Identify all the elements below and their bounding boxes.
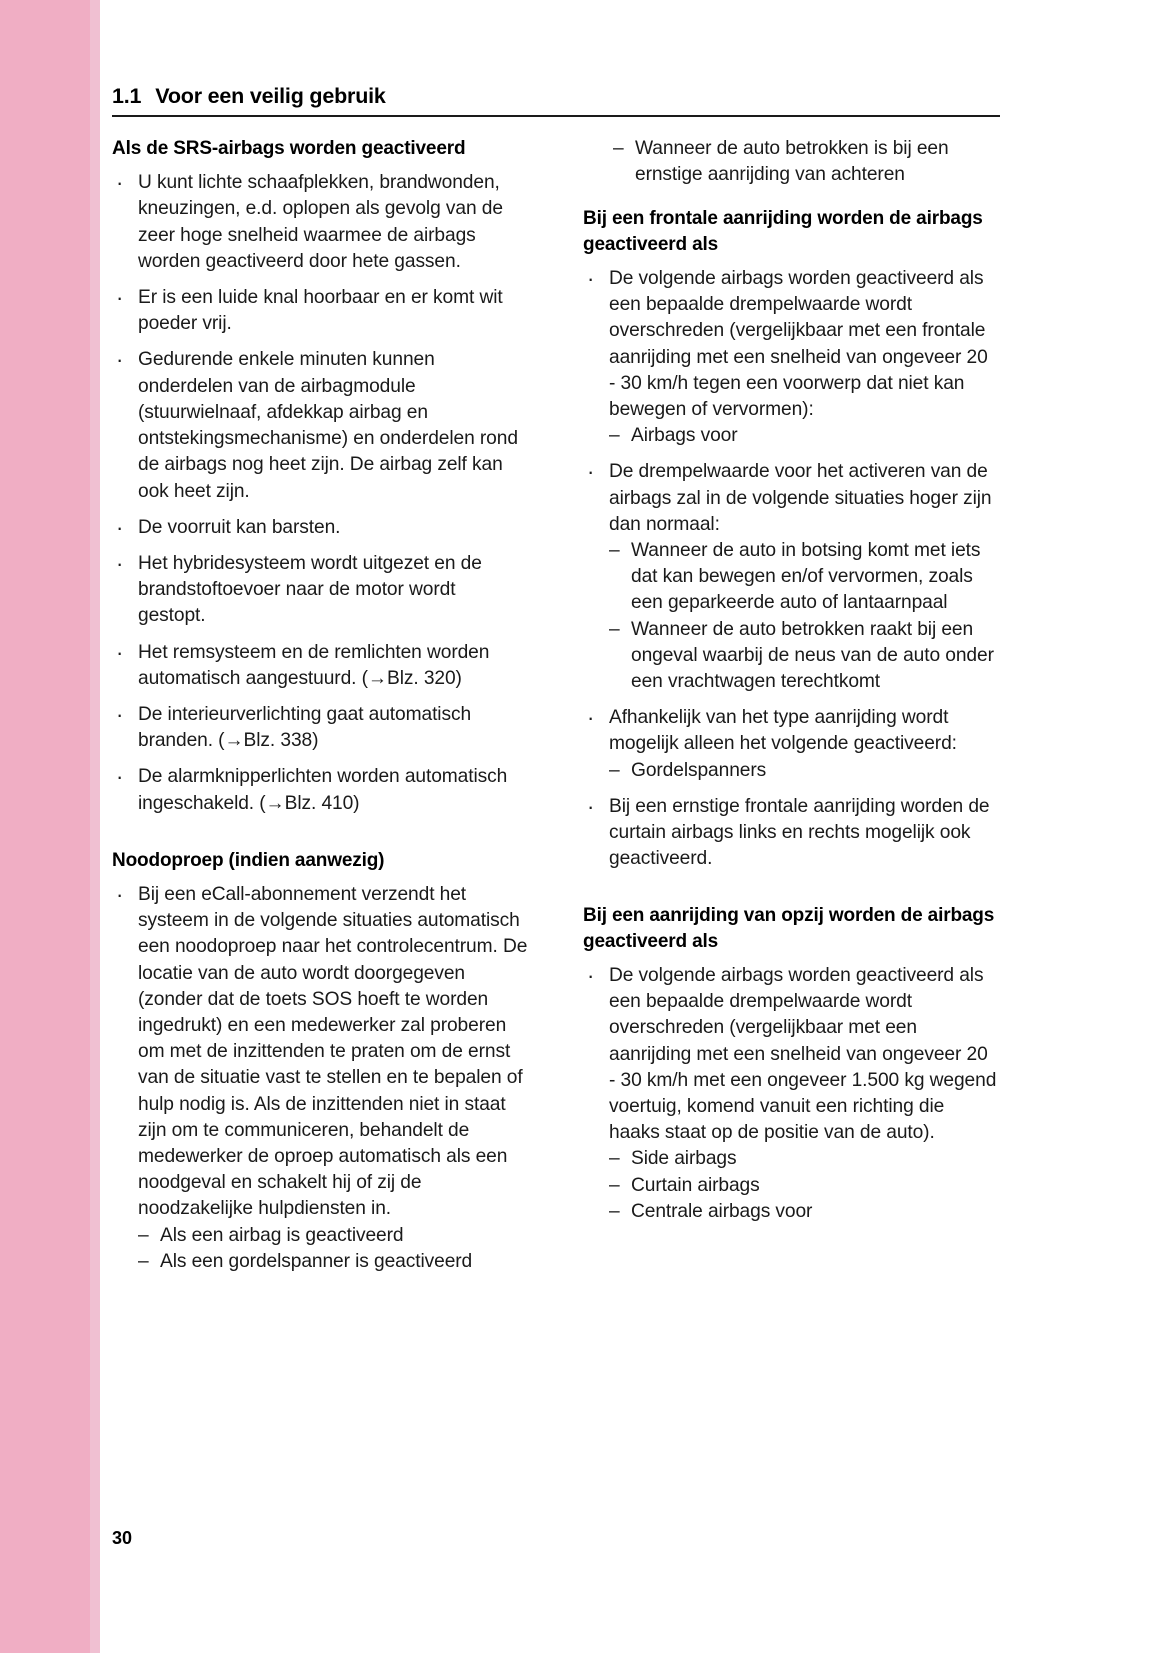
list-item-text: De volgende airbags worden geactiveerd als een bepaalde drempelwaarde wordt overschreden (vergelijkbaar met een frontale aanrijding met een snelheid van ongeveer 20 - 30 km/h tegen een voorwerp dat niet kan bewegen of vervormen):: [609, 267, 988, 420]
sub-list-item: – Wanneer de auto betrokken is bij een ernstige aanrijding van achteren: [613, 136, 999, 188]
list-item: · De interieurverlichting gaat automatisch branden. (→Blz. 338): [112, 702, 528, 754]
list-item-text: De drempelwaarde voor het activeren van de airbags zal in de volgende situaties hoger zijn dan normaal:: [609, 461, 992, 535]
carryover-sub-list: [583, 136, 999, 188]
list-item: · De voorruit kan barsten.: [112, 515, 528, 541]
page-edge-tab: [0, 0, 90, 1653]
list-item: · De alarmknipperlichten worden automatisch ingeschakeld. (→Blz. 410): [112, 764, 528, 816]
page-edge-tab-inner: [90, 0, 100, 1653]
list-item: · Het remsysteem en de remlichten worden automatisch aangestuurd. (→Blz. 320): [112, 640, 528, 692]
two-column-body: [112, 136, 1000, 1285]
sub-list-gordelspanners: [609, 758, 999, 784]
list-item-text: Bij een eCall-abonnement verzendt het systeem in de volgende situaties automatisch een noodoproep naar het controlecentrum. De locatie van de auto wordt doorgegeven (zonder dat de toets SOS hoeft te worden ingedrukt) en een medewerker zal proberen om met de inzittenden te praten om de ernst van de situatie vast te stellen en te bepalen of hulp nodig is. Als de inzittenden niet in staat zijn om te communiceren, behandelt de medewerker de oproep automatisch als een noodgeval en schakelt hij of zij de noodzakelijke hulpdiensten in.: [138, 884, 528, 1220]
list-item-text: Afhankelijk van het type aanrijding wordt mogelijk alleen het volgende geactiveerd:: [609, 707, 957, 755]
list-item: · Het hybridesysteem wordt uitgezet en de brandstoftoevoer naar de motor wordt gestopt.: [112, 551, 528, 630]
sub-list-side-airbags: [609, 1146, 999, 1225]
sub-list-item: – Als een airbag is geactiveerd: [138, 1223, 528, 1249]
header-rule: [112, 115, 1000, 117]
list-item: · Bij een ernstige frontale aanrijding worden de curtain airbags links en rechts mogelijk ook geactiveerd.: [583, 794, 999, 873]
list-item: [583, 705, 999, 784]
section-heading-frontale-aanrijding: Bij een frontale aanrijding worden de airbags geactiveerd als: [583, 208, 983, 255]
sub-list-item: – Wanneer de auto betrokken raakt bij een ongeval waarbij de neus van de auto onder een vrachtwagen terechtkomt: [609, 617, 999, 696]
chapter-title-text: Voor een veilig gebruik: [155, 84, 386, 108]
sub-list-noodoproep: [138, 1223, 528, 1275]
left-column: [112, 136, 528, 1285]
page-content: [112, 0, 1000, 1653]
sub-list-drempelwaarde: [609, 538, 999, 695]
right-column: [583, 136, 999, 1285]
sub-list-item: – Wanneer de auto in botsing komt met iets dat kan bewegen en/of vervormen, zoals een geparkeerde auto of lantaarnpaal: [609, 538, 999, 617]
list-item-text: De volgende airbags worden geactiveerd als een bepaalde drempelwaarde wordt overschreden (vergelijkbaar met een aanrijding met een snelheid van ongeveer 20 - 30 km/h met een ongeveer 1.500 kg wegend voertuig, komend vanuit een richting die haaks staat op de positie van de auto).: [609, 964, 997, 1144]
sub-list-airbags-voor: [609, 423, 999, 449]
section-heading-aanrijding-opzij: Bij een aanrijding van opzij worden de airbags geactiveerd als: [583, 905, 995, 952]
section-gap: [112, 827, 528, 848]
page-number: 30: [112, 1528, 133, 1548]
list-noodoproep: [112, 882, 528, 1275]
list-aanrijding-opzij: [583, 963, 999, 1225]
list-item: [583, 963, 999, 1225]
sub-list-item: – Gordelspanners: [609, 758, 999, 784]
sub-list-item: – Side airbags: [609, 1146, 999, 1172]
section-heading-srs-airbags: Als de SRS-airbags worden geactiveerd: [112, 138, 466, 159]
list-item: [583, 266, 999, 449]
sub-list-item: – Als een gordelspanner is geactiveerd: [138, 1249, 528, 1275]
list-item: · U kunt lichte schaafplekken, brandwonden, kneuzingen, e.d. oplopen als gevolg van de zeer hoge snelheid waarmee de airbags worden geactiveerd door hete gassen.: [112, 170, 528, 275]
sub-list-item: – Centrale airbags voor: [609, 1199, 999, 1225]
list-item: · Er is een luide knal hoorbaar en er komt wit poeder vrij.: [112, 285, 528, 337]
list-frontale-aanrijding: [583, 266, 999, 872]
chapter-number: 1.1: [112, 84, 142, 108]
page-header: [112, 84, 1000, 117]
list-srs-airbags: [112, 170, 528, 816]
list-item: [583, 459, 999, 695]
section-heading-noodoproep: Noodoproep (indien aanwezig): [112, 849, 385, 871]
section-gap: [583, 882, 999, 903]
list-item: [112, 882, 528, 1275]
sub-list-item: – Airbags voor: [609, 423, 999, 449]
list-item: · Gedurende enkele minuten kunnen onderdelen van de airbagmodule (stuurwielnaaf, afdekkap airbag en ontstekingsmechanisme) en onderdelen rond de airbags nog heet zijn. De airbag zelf kan ook heet zijn.: [112, 347, 528, 504]
sub-list-item: – Curtain airbags: [609, 1173, 999, 1199]
page-title: [112, 84, 1000, 109]
